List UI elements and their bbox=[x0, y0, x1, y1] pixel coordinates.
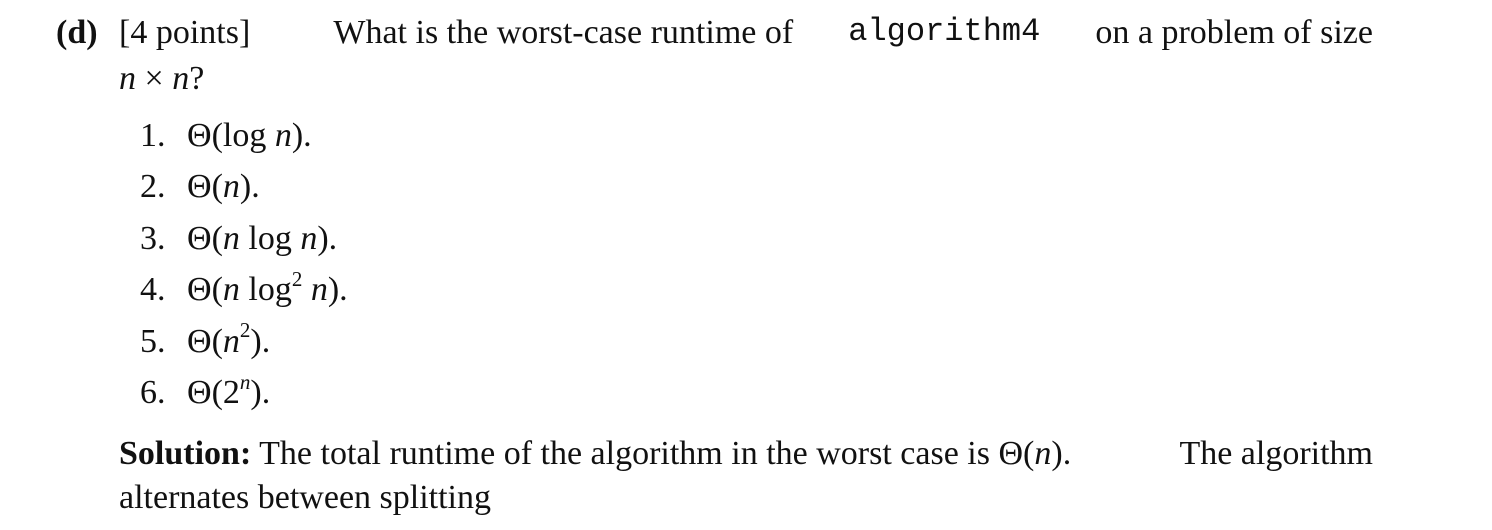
option-1 bbox=[140, 119, 348, 170]
solution-label: Solution: bbox=[119, 435, 252, 472]
question-text-after-code: on a problem of size bbox=[1095, 14, 1373, 51]
size-n-first: n bbox=[119, 60, 136, 97]
question-line-2 bbox=[119, 62, 204, 96]
size-question-mark: ? bbox=[189, 60, 205, 97]
solution-lead bbox=[119, 437, 1071, 471]
option-expression: Θ(log n). bbox=[187, 117, 312, 154]
solution-text-2: The algorithm bbox=[1179, 435, 1373, 472]
option-expression: Θ(n). bbox=[187, 168, 260, 206]
question-label: (d) bbox=[56, 14, 98, 51]
solution-text-1: The total runtime of the algorithm in the worst case is bbox=[259, 435, 990, 472]
question-code: algorithm4 bbox=[848, 13, 1041, 50]
option-expression: Θ(n log n). bbox=[187, 219, 338, 257]
option-expression: Θ(n $\log^2 n$). bbox=[187, 266, 348, 309]
option-2 bbox=[140, 170, 348, 221]
option-6 bbox=[140, 369, 348, 427]
option-expression: Θ(2$^n$). bbox=[187, 369, 271, 411]
option-expression: $\Theta(n^2)$. bbox=[187, 318, 271, 360]
solution-line-1 bbox=[119, 437, 1373, 471]
option-3 bbox=[140, 219, 348, 273]
option-number: 6. bbox=[140, 373, 166, 411]
option-number: 4. bbox=[140, 271, 166, 309]
option-number: 5. bbox=[140, 322, 166, 360]
question-line-1 bbox=[119, 13, 1373, 51]
question-text-before-code: What is the worst-case runtime of bbox=[333, 14, 794, 51]
option-number: 1. bbox=[140, 117, 166, 154]
option-number: 2. bbox=[140, 168, 166, 206]
size-n-second: n bbox=[172, 60, 190, 97]
question-points: [4 points] bbox=[119, 14, 251, 51]
solution-line-2: alternates between splitting bbox=[119, 479, 491, 516]
option-4 bbox=[140, 266, 348, 324]
solution-expression: Θ(n). bbox=[998, 435, 1072, 472]
option-5 bbox=[140, 318, 348, 376]
option-number: 3. bbox=[140, 219, 166, 257]
answer-options bbox=[140, 119, 348, 427]
size-times: × bbox=[144, 60, 164, 97]
